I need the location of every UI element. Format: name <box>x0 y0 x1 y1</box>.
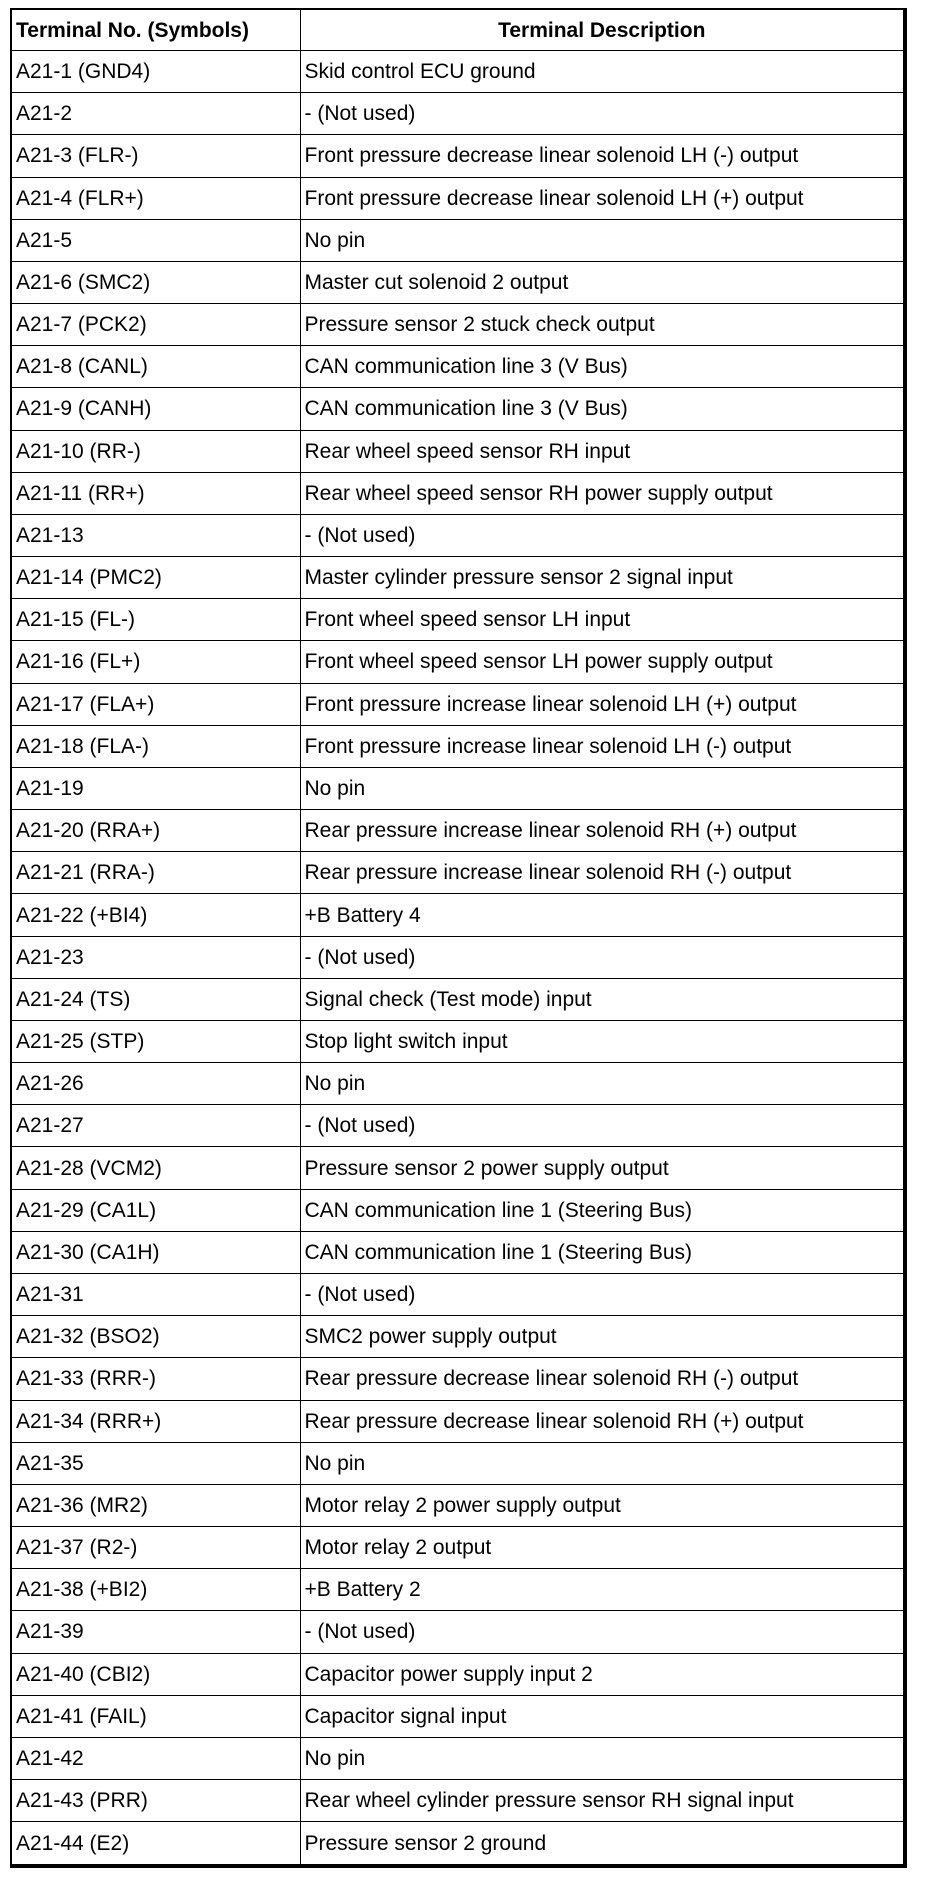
table-row <box>12 725 903 767</box>
terminal-no-cell: A21-42 <box>12 1737 300 1779</box>
table-row <box>12 852 903 894</box>
terminal-no-cell: A21-22 (+BI4) <box>12 894 300 936</box>
terminal-no-cell: A21-18 (FLA-) <box>12 725 300 767</box>
terminal-description-cell: Front pressure increase linear solenoid LH (-) output <box>300 725 903 767</box>
terminal-description-cell: Stop light switch input <box>300 1020 903 1062</box>
terminal-table-frame <box>10 8 907 1868</box>
header-row <box>12 10 903 51</box>
terminal-no-cell: A21-25 (STP) <box>12 1020 300 1062</box>
table-row <box>12 1442 903 1484</box>
terminal-description-cell: - (Not used) <box>300 936 903 978</box>
table-row <box>12 1484 903 1526</box>
table-row <box>12 767 903 809</box>
terminal-description-cell: - (Not used) <box>300 514 903 556</box>
terminal-no-cell: A21-21 (RRA-) <box>12 852 300 894</box>
terminal-description-cell: Pressure sensor 2 ground <box>300 1822 903 1864</box>
terminal-no-cell: A21-37 (R2-) <box>12 1527 300 1569</box>
terminal-no-cell: A21-8 (CANL) <box>12 346 300 388</box>
terminal-description-cell: Rear pressure increase linear solenoid RH (-) output <box>300 852 903 894</box>
header-terminal-no: Terminal No. (Symbols) <box>12 10 300 51</box>
terminal-no-cell: A21-6 (SMC2) <box>12 261 300 303</box>
table-row <box>12 1147 903 1189</box>
table-row <box>12 1273 903 1315</box>
terminal-description-cell: - (Not used) <box>300 1611 903 1653</box>
terminal-no-cell: A21-13 <box>12 514 300 556</box>
terminal-no-cell: A21-14 (PMC2) <box>12 557 300 599</box>
header-terminal-description: Terminal Description <box>300 10 903 51</box>
table-row <box>12 1569 903 1611</box>
terminal-description-cell: No pin <box>300 1063 903 1105</box>
table-row <box>12 1358 903 1400</box>
terminal-no-cell: A21-19 <box>12 767 300 809</box>
terminal-description-cell: Front pressure decrease linear solenoid LH (-) output <box>300 135 903 177</box>
table-row <box>12 93 903 135</box>
terminal-description-cell: Pressure sensor 2 stuck check output <box>300 304 903 346</box>
table-row <box>12 557 903 599</box>
table-row <box>12 1737 903 1779</box>
terminal-description-cell: CAN communication line 3 (V Bus) <box>300 346 903 388</box>
terminal-no-cell: A21-36 (MR2) <box>12 1484 300 1526</box>
terminal-no-cell: A21-43 (PRR) <box>12 1780 300 1822</box>
terminal-description-cell: Capacitor power supply input 2 <box>300 1653 903 1695</box>
table-row <box>12 1527 903 1569</box>
table-row <box>12 1105 903 1147</box>
table-row <box>12 1316 903 1358</box>
terminal-no-cell: A21-16 (FL+) <box>12 641 300 683</box>
terminal-description-cell: - (Not used) <box>300 1105 903 1147</box>
terminal-description-cell: - (Not used) <box>300 1273 903 1315</box>
table-row <box>12 51 903 93</box>
table-row <box>12 219 903 261</box>
terminal-description-cell: No pin <box>300 1442 903 1484</box>
terminal-description-cell: +B Battery 4 <box>300 894 903 936</box>
table-row <box>12 1695 903 1737</box>
terminal-description-cell: Capacitor signal input <box>300 1695 903 1737</box>
table-row <box>12 346 903 388</box>
table-row <box>12 514 903 556</box>
table-body <box>12 51 903 1865</box>
table-row <box>12 472 903 514</box>
table-row <box>12 683 903 725</box>
table-row <box>12 894 903 936</box>
terminal-description-cell: Rear pressure increase linear solenoid RH (+) output <box>300 810 903 852</box>
terminal-description-cell: Front wheel speed sensor LH input <box>300 599 903 641</box>
table-row <box>12 599 903 641</box>
terminal-no-cell: A21-2 <box>12 93 300 135</box>
terminal-description-cell: Master cylinder pressure sensor 2 signal input <box>300 557 903 599</box>
table-row <box>12 430 903 472</box>
terminal-description-cell: Motor relay 2 power supply output <box>300 1484 903 1526</box>
terminal-no-cell: A21-39 <box>12 1611 300 1653</box>
terminal-no-cell: A21-3 (FLR-) <box>12 135 300 177</box>
terminal-no-cell: A21-15 (FL-) <box>12 599 300 641</box>
table-row <box>12 261 903 303</box>
table-row <box>12 1822 903 1864</box>
table-row <box>12 1400 903 1442</box>
terminal-description-cell: Pressure sensor 2 power supply output <box>300 1147 903 1189</box>
terminal-no-cell: A21-31 <box>12 1273 300 1315</box>
table-row <box>12 1189 903 1231</box>
table-row <box>12 135 903 177</box>
terminal-no-cell: A21-32 (BSO2) <box>12 1316 300 1358</box>
table-row <box>12 177 903 219</box>
table-row <box>12 641 903 683</box>
terminal-no-cell: A21-40 (CBI2) <box>12 1653 300 1695</box>
terminal-no-cell: A21-26 <box>12 1063 300 1105</box>
terminal-description-cell: Front pressure increase linear solenoid LH (+) output <box>300 683 903 725</box>
terminal-no-cell: A21-38 (+BI2) <box>12 1569 300 1611</box>
terminal-description-cell: Rear pressure decrease linear solenoid RH (-) output <box>300 1358 903 1400</box>
terminal-description-cell: CAN communication line 3 (V Bus) <box>300 388 903 430</box>
terminal-no-cell: A21-24 (TS) <box>12 978 300 1020</box>
terminal-description-cell: No pin <box>300 219 903 261</box>
terminal-no-cell: A21-7 (PCK2) <box>12 304 300 346</box>
terminal-no-cell: A21-44 (E2) <box>12 1822 300 1864</box>
terminal-description-cell: No pin <box>300 767 903 809</box>
terminal-description-cell: - (Not used) <box>300 93 903 135</box>
table-row <box>12 810 903 852</box>
terminal-no-cell: A21-1 (GND4) <box>12 51 300 93</box>
table-row <box>12 1020 903 1062</box>
table-row <box>12 1611 903 1653</box>
terminal-description-cell: Signal check (Test mode) input <box>300 978 903 1020</box>
terminal-description-cell: CAN communication line 1 (Steering Bus) <box>300 1231 903 1273</box>
table-header <box>12 10 903 51</box>
terminal-description-cell: Rear wheel speed sensor RH power supply output <box>300 472 903 514</box>
terminal-description-cell: SMC2 power supply output <box>300 1316 903 1358</box>
terminal-no-cell: A21-23 <box>12 936 300 978</box>
terminal-description-cell: Rear pressure decrease linear solenoid RH (+) output <box>300 1400 903 1442</box>
terminal-description-cell: Front wheel speed sensor LH power supply output <box>300 641 903 683</box>
table-row <box>12 388 903 430</box>
table-row <box>12 1780 903 1822</box>
table-row <box>12 1653 903 1695</box>
terminal-description-cell: CAN communication line 1 (Steering Bus) <box>300 1189 903 1231</box>
terminal-no-cell: A21-20 (RRA+) <box>12 810 300 852</box>
terminal-no-cell: A21-9 (CANH) <box>12 388 300 430</box>
terminal-description-cell: Motor relay 2 output <box>300 1527 903 1569</box>
terminal-description-cell: No pin <box>300 1737 903 1779</box>
terminal-description-cell: Front pressure decrease linear solenoid LH (+) output <box>300 177 903 219</box>
terminal-table <box>12 10 903 1864</box>
table-row <box>12 978 903 1020</box>
table-row <box>12 1063 903 1105</box>
terminal-no-cell: A21-5 <box>12 219 300 261</box>
terminal-no-cell: A21-30 (CA1H) <box>12 1231 300 1273</box>
terminal-no-cell: A21-10 (RR-) <box>12 430 300 472</box>
terminal-no-cell: A21-41 (FAIL) <box>12 1695 300 1737</box>
terminal-no-cell: A21-17 (FLA+) <box>12 683 300 725</box>
table-row <box>12 304 903 346</box>
table-row <box>12 1231 903 1273</box>
terminal-no-cell: A21-27 <box>12 1105 300 1147</box>
table-row <box>12 936 903 978</box>
terminal-no-cell: A21-28 (VCM2) <box>12 1147 300 1189</box>
terminal-description-cell: Rear wheel speed sensor RH input <box>300 430 903 472</box>
terminal-no-cell: A21-4 (FLR+) <box>12 177 300 219</box>
terminal-no-cell: A21-35 <box>12 1442 300 1484</box>
terminal-no-cell: A21-29 (CA1L) <box>12 1189 300 1231</box>
terminal-no-cell: A21-33 (RRR-) <box>12 1358 300 1400</box>
terminal-no-cell: A21-34 (RRR+) <box>12 1400 300 1442</box>
terminal-description-cell: +B Battery 2 <box>300 1569 903 1611</box>
terminal-no-cell: A21-11 (RR+) <box>12 472 300 514</box>
terminal-description-cell: Master cut solenoid 2 output <box>300 261 903 303</box>
terminal-description-cell: Skid control ECU ground <box>300 51 903 93</box>
terminal-description-cell: Rear wheel cylinder pressure sensor RH signal input <box>300 1780 903 1822</box>
